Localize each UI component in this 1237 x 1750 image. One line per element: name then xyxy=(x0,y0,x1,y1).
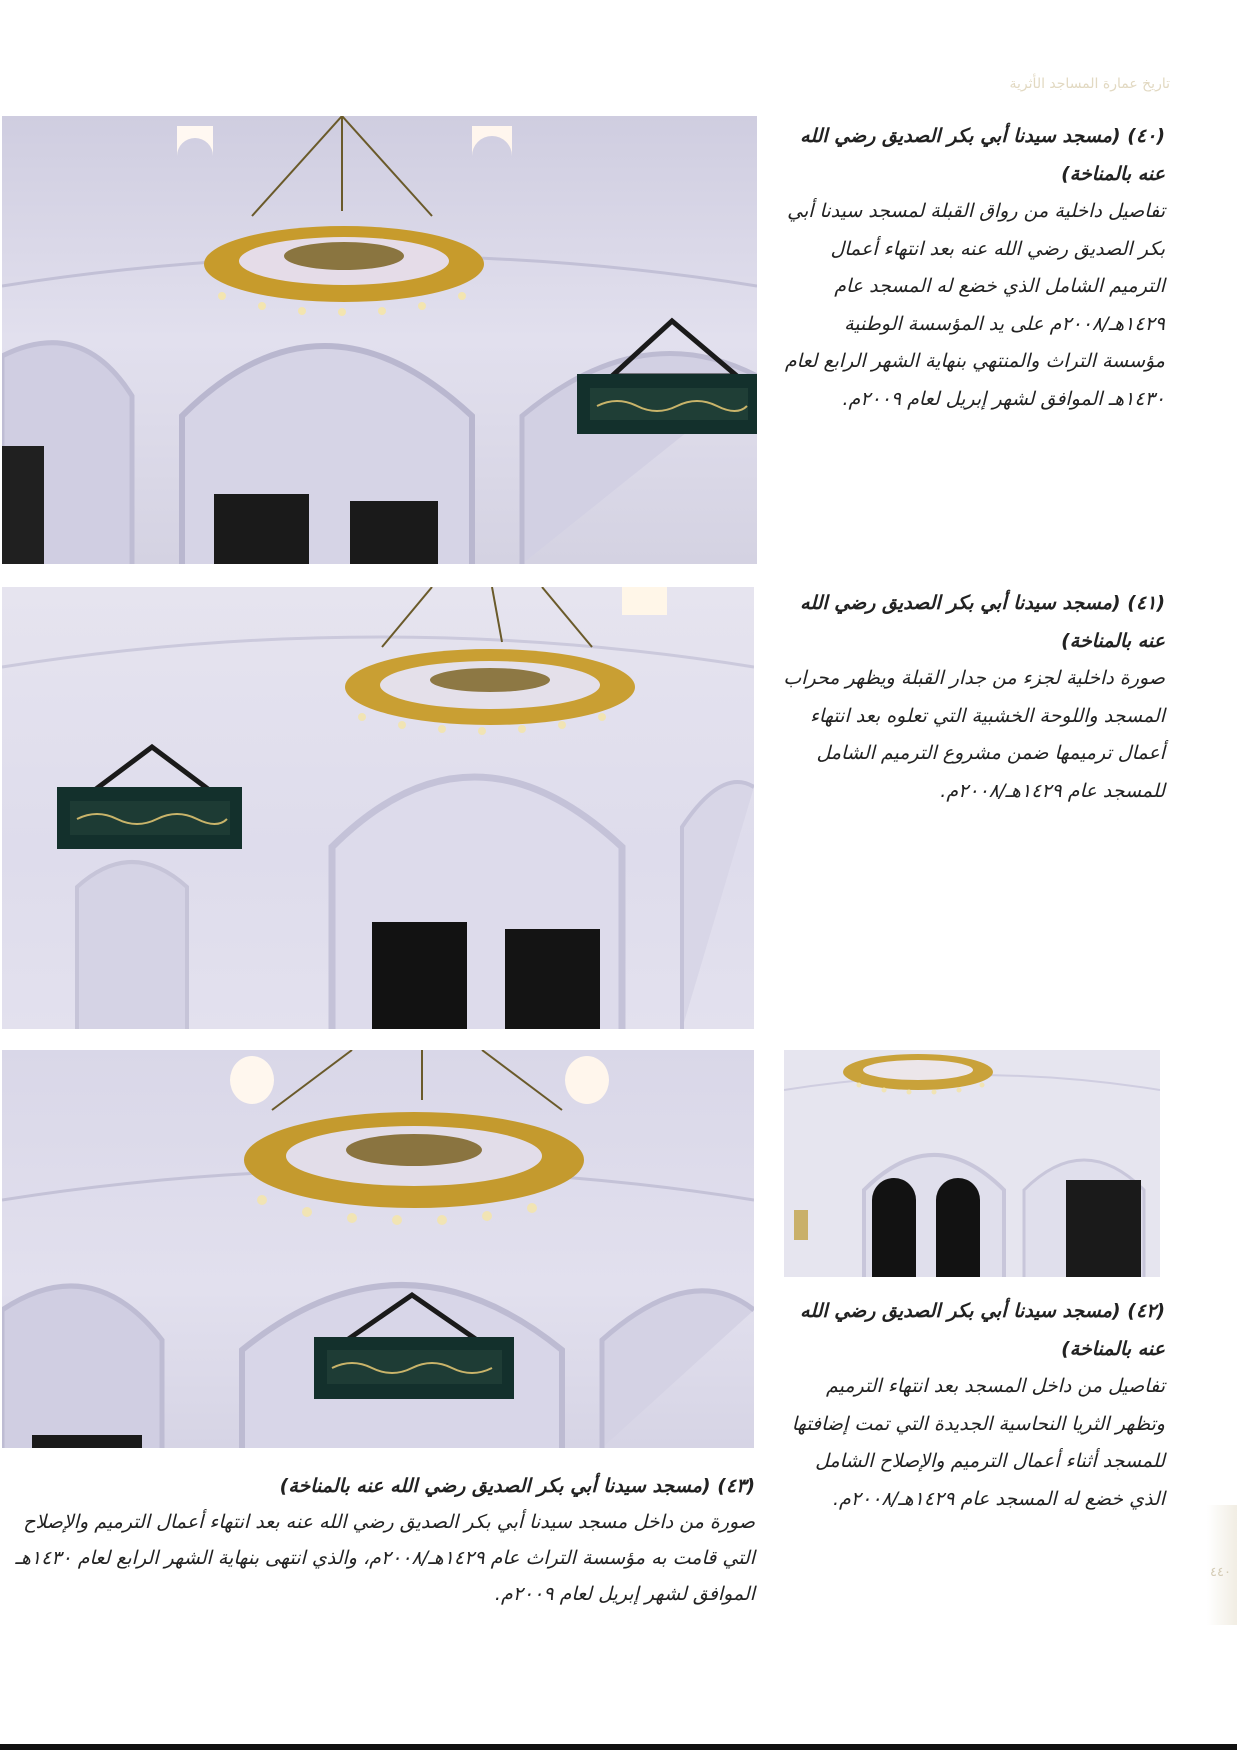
scan-bottom-edge xyxy=(0,1744,1237,1750)
page-number: ٤٤٠ xyxy=(1210,1565,1231,1580)
caption-43-description: صورة من داخل مسجد سيدنا أبي بكر الصديق رضي الله عنه بعد انتهاء أعمال الترميم والإصلاح التي قامت به مؤسسة التراث عام ١٤٢٩هـ/٢٠٠٨م، والذي انتهى بنهاية الشهر الرابع لعام ١٤٣٠هـ الموافق لشهر إبريل لعام ٢٠٠٩م. xyxy=(15,1511,755,1605)
caption-41 xyxy=(780,585,1165,810)
caption-43 xyxy=(10,1468,755,1612)
photo-40-interior-qibla-arcade xyxy=(2,116,757,564)
caption-40 xyxy=(780,118,1165,418)
caption-43-title: (٤٣) (مسجد سيدنا أبي بكر الصديق رضي الله عنه بالمناخة) xyxy=(279,1475,755,1497)
photo-41-qibla-wall-mihrab xyxy=(2,587,754,1029)
photo-42-interior-new-chandelier xyxy=(784,1050,1160,1277)
caption-41-title: (٤١) (مسجد سيدنا أبي بكر الصديق رضي الله عنه بالمناخة) xyxy=(800,592,1165,652)
caption-40-description: تفاصيل داخلية من رواق القبلة لمسجد سيدنا أبي بكر الصديق رضي الله عنه بعد انتهاء أعمال الترميم الشامل الذي خضع له المسجد عام ١٤٢٩هـ/٢٠٠٨م على يد المؤسسة الوطنية مؤسسة التراث والمنتهي بنهاية الشهر الرابع لعام ١٤٣٠هـ الموافق لشهر إبريل لعام ٢٠٠٩م. xyxy=(784,200,1165,410)
caption-42 xyxy=(780,1293,1165,1518)
caption-41-description: صورة داخلية لجزء من جدار القبلة ويظهر محراب المسجد واللوحة الخشبية التي تعلوه بعد انتهاء أعمال ترميمها ضمن مشروع الترميم الشامل للمسجد عام ١٤٢٩هـ/٢٠٠٨م. xyxy=(783,667,1165,802)
caption-42-title: (٤٢) (مسجد سيدنا أبي بكر الصديق رضي الله عنه بالمناخة) xyxy=(800,1300,1165,1360)
photo-43-interior-chandelier xyxy=(2,1050,754,1448)
caption-42-description: تفاصيل من داخل المسجد بعد انتهاء الترميم وتظهر الثريا النحاسية الجديدة التي تمت إضافتها للمسجد أثناء أعمال الترميم والإصلاح الشامل الذي خضع له المسجد عام ١٤٢٩هـ/٢٠٠٨م. xyxy=(791,1375,1165,1510)
running-header: تاريخ عمارة المساجد الأثرية xyxy=(1009,76,1170,92)
caption-40-title: (٤٠) (مسجد سيدنا أبي بكر الصديق رضي الله عنه بالمناخة) xyxy=(800,125,1165,185)
